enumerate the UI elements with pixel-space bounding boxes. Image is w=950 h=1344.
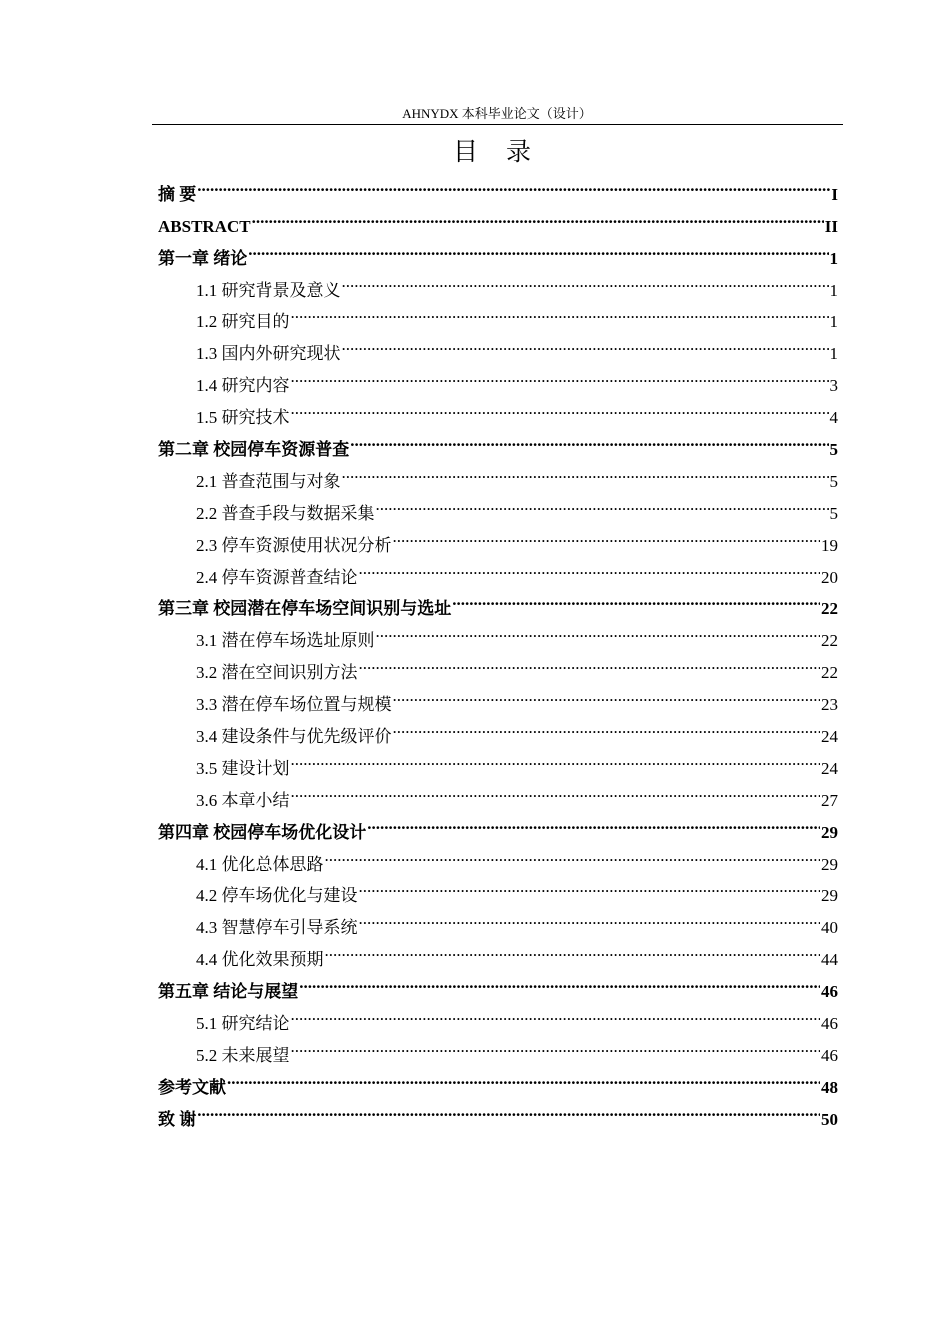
header-divider — [152, 124, 843, 125]
toc-entry-label: 致 谢 — [158, 1109, 197, 1129]
toc-entry-label: ABSTRACT — [158, 216, 251, 236]
toc-entry-label: 4.1 优化总体思路 — [196, 854, 324, 874]
toc-entry-page-number: 40 — [821, 918, 838, 938]
toc-entry-label: 1.5 研究技术 — [196, 408, 290, 428]
toc-dot-leader — [376, 487, 829, 519]
toc-entry-label: 3.2 潜在空间识别方法 — [196, 663, 358, 683]
toc-entry-page-number: 1 — [829, 280, 838, 300]
toc-dot-leader — [325, 838, 821, 870]
toc-entry-label: 4.2 停车场优化与建设 — [196, 886, 358, 906]
toc-entry-page-number: 4 — [829, 408, 838, 428]
toc-entry-page-number: 24 — [821, 727, 838, 747]
toc-entry-label: 2.2 普查手段与数据采集 — [196, 503, 375, 523]
toc-entry-label: 3.3 潜在停车场位置与规模 — [196, 695, 392, 715]
toc-dot-leader — [227, 1061, 820, 1093]
toc-dot-leader — [342, 327, 829, 359]
toc-entry-page-number: 44 — [821, 950, 838, 970]
toc-dot-leader — [393, 678, 821, 710]
toc-dot-leader — [342, 455, 829, 487]
toc-entry-page-number: 46 — [821, 982, 838, 1002]
toc-entry-label: 3.6 本章小结 — [196, 790, 290, 810]
toc-entry-page-number: 50 — [821, 1109, 838, 1129]
toc-entry-page-number: 1 — [829, 312, 838, 332]
toc-entry-page-number: 23 — [821, 695, 838, 715]
toc-dot-leader — [359, 870, 821, 902]
toc-entry-label: 1.3 国内外研究现状 — [196, 344, 341, 364]
toc-dot-leader — [291, 742, 821, 774]
toc-title: 目 录 — [453, 137, 541, 166]
toc-entry-page-number: 48 — [821, 1077, 838, 1097]
toc-entry-label: 5.2 未来展望 — [196, 1045, 290, 1065]
toc-entry-label: 1.1 研究背景及意义 — [196, 280, 341, 300]
toc-entry-label: 4.4 优化效果预期 — [196, 950, 324, 970]
toc-entry-label: 参考文献 — [158, 1077, 226, 1097]
toc-entry-page-number: 19 — [821, 535, 838, 555]
toc-entry-label: 第三章 校园潜在停车场空间识别与选址 — [158, 599, 452, 619]
toc-dot-leader — [299, 965, 820, 997]
toc-dot-leader — [197, 1093, 820, 1125]
toc-dot-leader — [248, 232, 828, 264]
toc-entry-page-number: 22 — [821, 599, 838, 619]
toc-dot-leader — [197, 168, 830, 200]
toc-entry-label: 2.3 停车资源使用状况分析 — [196, 535, 392, 555]
toc-entry-page-number: 46 — [821, 1045, 838, 1065]
toc-entry-page-number: 29 — [821, 886, 838, 906]
table-of-contents — [158, 168, 838, 1129]
toc-entry-section[interactable] — [158, 264, 838, 300]
toc-dot-leader — [350, 423, 828, 455]
toc-entry-page-number: I — [831, 184, 838, 204]
toc-entry-chapter[interactable] — [158, 200, 838, 236]
toc-entry-label: 第一章 绪论 — [158, 248, 248, 268]
toc-entry-label: 摘 要 — [158, 184, 197, 204]
toc-entry-label: 4.3 智慧停车引导系统 — [196, 918, 358, 938]
toc-dot-leader — [291, 1029, 821, 1061]
toc-entry-label: 5.1 研究结论 — [196, 1014, 290, 1034]
toc-entry-chapter[interactable] — [158, 1093, 838, 1129]
toc-dot-leader — [359, 646, 821, 678]
toc-entry-page-number: 5 — [829, 503, 838, 523]
toc-entry-page-number: 20 — [821, 567, 838, 587]
toc-entry-page-number: 24 — [821, 758, 838, 778]
toc-entry-chapter[interactable] — [158, 232, 838, 268]
page-header: AHNYDX 本科毕业论文（设计） — [402, 106, 592, 121]
toc-dot-leader — [359, 551, 821, 583]
toc-entry-label: 2.4 停车资源普查结论 — [196, 567, 358, 587]
toc-entry-label: 2.1 普查范围与对象 — [196, 471, 341, 491]
toc-entry-page-number: 1 — [829, 248, 838, 268]
toc-dot-leader — [291, 774, 821, 806]
toc-entry-label: 第四章 校园停车场优化设计 — [158, 822, 367, 842]
toc-entry-page-number: 3 — [829, 376, 838, 396]
toc-dot-leader — [393, 519, 821, 551]
toc-entry-label: 1.2 研究目的 — [196, 312, 290, 332]
toc-entry-page-number: 5 — [829, 471, 838, 491]
toc-entry-label: 3.4 建设条件与优先级评价 — [196, 727, 392, 747]
toc-dot-leader — [393, 710, 821, 742]
toc-dot-leader — [252, 200, 824, 232]
toc-entry-chapter[interactable] — [158, 1061, 838, 1097]
toc-entry-page-number: 46 — [821, 1014, 838, 1034]
toc-entry-page-number: II — [824, 216, 838, 236]
toc-entry-page-number: 5 — [829, 440, 838, 460]
toc-entry-page-number: 22 — [821, 663, 838, 683]
toc-entry-label: 3.1 潜在停车场选址原则 — [196, 631, 375, 651]
toc-entry-page-number: 1 — [829, 344, 838, 364]
toc-entry-page-number: 29 — [821, 822, 838, 842]
toc-dot-leader — [291, 391, 829, 423]
toc-dot-leader — [291, 359, 829, 391]
toc-dot-leader — [367, 806, 820, 838]
toc-entry-label: 3.5 建设计划 — [196, 758, 290, 778]
toc-entry-label: 第五章 结论与展望 — [158, 982, 299, 1002]
toc-dot-leader — [325, 933, 821, 965]
toc-dot-leader — [376, 614, 821, 646]
toc-dot-leader — [291, 296, 829, 328]
toc-entry-page-number: 22 — [821, 631, 838, 651]
toc-dot-leader — [342, 264, 829, 296]
toc-entry-page-number: 29 — [821, 854, 838, 874]
toc-entry-label: 1.4 研究内容 — [196, 376, 290, 396]
toc-entry-chapter[interactable] — [158, 168, 838, 204]
toc-dot-leader — [452, 583, 820, 615]
toc-entry-label: 第二章 校园停车资源普查 — [158, 440, 350, 460]
toc-dot-leader — [359, 901, 821, 933]
toc-entry-page-number: 27 — [821, 790, 838, 810]
toc-dot-leader — [291, 997, 821, 1029]
